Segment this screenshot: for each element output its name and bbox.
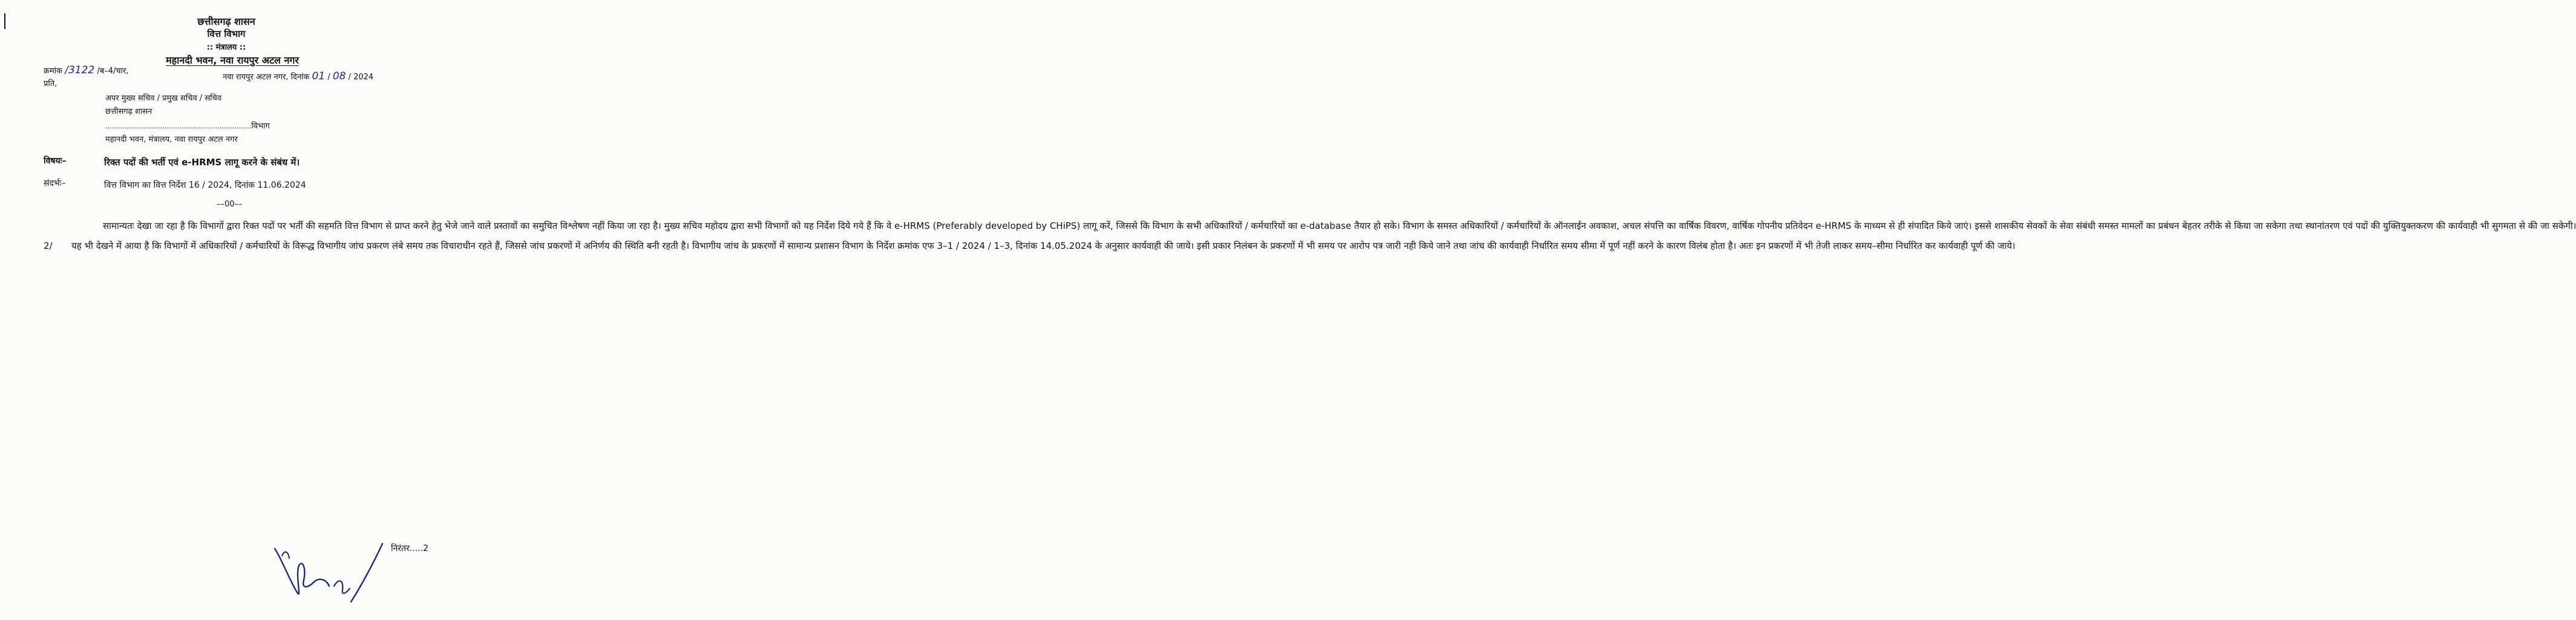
subject-label: विषयः– <box>44 156 67 166</box>
kramank-label: क्रमांक <box>44 67 63 76</box>
date-year: / 2024 <box>348 73 374 82</box>
place-date-prefix: नवा रायपुर अटल नगर, दिनांक <box>223 73 310 82</box>
continued-note: निरंतर.....2 <box>391 544 428 553</box>
addressee-line1: अपर मुख्य सचिव / प्रमुख सचिव / सचिव <box>105 94 221 103</box>
sandarbh-text: वित्त विभाग का वित्त निर्देश 16 / 2024, दिनांक 11.06.2024 <box>104 180 306 190</box>
addressee-line2: छत्तीसगढ़ शासन <box>105 107 152 116</box>
letterhead-government: छत्तीसगढ़ शासन <box>197 16 255 27</box>
signature <box>271 538 386 604</box>
addressee-vibhag: विभाग <box>251 122 270 131</box>
reference-suffix: /ब–4/चार, <box>97 67 129 76</box>
prati-label: प्रति, <box>44 79 57 88</box>
handwritten-month: 08 <box>332 70 346 82</box>
reference-number <box>44 64 128 76</box>
paragraph-1: सामान्यतः देखा जा रहा है कि विभागों द्वारा रिक्त पदों पर भर्ती की सहमति वित्त विभाग से प्राप्त करने हेतु भेजे जाने वाले प्रस्तावों का समुचित विश्लेषण नहीं किया जा रहा है। मुख्य सचिव महोदय द्वारा सभी विभागों को यह निर्देश दिये गये हैं कि वे e-HRMS (Preferably developed by CHiPS) लागू करें, जिससे कि विभाग के सभी अधिकारियों / कर्मचारियों का e-database तैयार हो सके। विभाग के समस्त अधिकारियों / कर्मचारियों के ऑनलाईन अवकाश, अचल संपत्ति का वार्षिक विवरण, वार्षिक गोपनीय प्रतिवेदन e-HRMS के माध्यम से ही संपादित किये जाएं। इससे शासकीय सेवकों के सेवा संबंधी समस्त मामलों का प्रबंधन बेहतर तरीके से किया जा सकेगा तथा स्थानांतरण एवं पदों की युक्तियुक्तकरण की कार्यवाही भी सुगमता से की जा सकेगी। <box>103 220 2576 231</box>
addressee-line4: महानदी भवन, मंत्रालय, नवा रायपुर अटल नगर <box>105 135 238 144</box>
paragraph-2-number: 2/ <box>44 240 53 251</box>
letter-body <box>44 216 2576 256</box>
paragraph-2 <box>44 236 2016 256</box>
sandarbh-label: संदर्भः– <box>44 179 66 188</box>
letterhead-address: महानदी भवन, नवा रायपुर अटल नगर <box>166 54 299 66</box>
handwritten-number: /3122 <box>65 64 95 76</box>
letterhead-ministry: :: मंत्रालय :: <box>206 43 246 52</box>
addressee-line3 <box>105 120 270 131</box>
addressee-dots: ..................................................................... <box>105 122 252 130</box>
reference-date: नवा रायपुर अटल नगर, दिनांक 01 / 08 / 2024 <box>223 70 374 82</box>
paragraph-2-text: यह भी देखने में आया है कि विभागों में अधिकारियों / कर्मचारियों के विरूद्ध विभागीय जांच प्रकरण लंबे समय तक विचाराधीन रहते हैं, जिससे जांच प्रकरणों में अनिर्णय की स्थिति बनी रहती है। विभागीय जांच के प्रकरणों में सामान्य प्रशासन विभाग के निर्देश क्रमांक एफ 3–1 / 2024 / 1–3, दिनांक 14.05.2024 के अनुसार कार्यवाही की जाये। इसी प्रकार निलंबन के प्रकरणों में भी समय पर आरोप पत्र जारी नही किये जाने तथा जांच की कार्यवाही निर्धारित समय सीमा में पूर्ण नहीं करने के कारण विलंब होता है। अतः इन प्रकरणों में भी तेजी लाकर समय–सीमा निर्धारित कर कार्यवाही पूर्ण की जाये। <box>71 240 2016 251</box>
letterhead-department: वित्त विभाग <box>207 28 246 39</box>
handwritten-day: 01 <box>312 70 326 82</box>
subject-text: रिक्त पदों की भर्ती एवं e-HRMS लागू करने के संबंध में। <box>104 157 300 168</box>
separator: ––00–– <box>217 200 243 209</box>
